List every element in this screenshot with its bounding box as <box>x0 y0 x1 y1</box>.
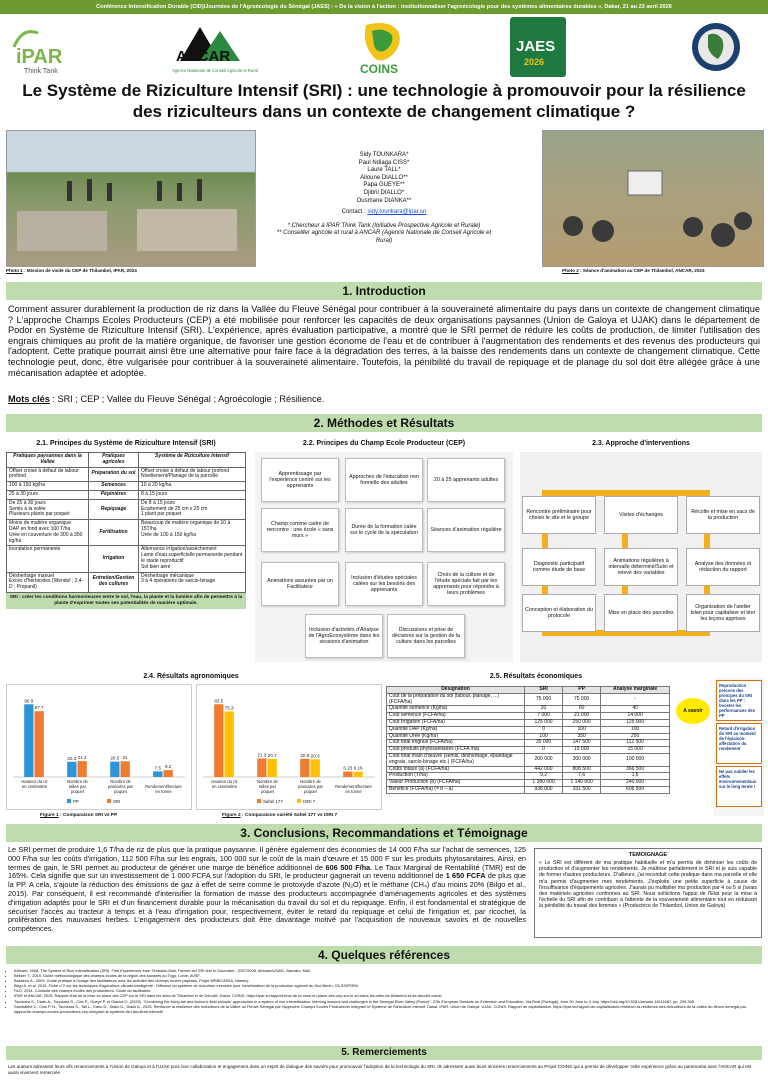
eco-designation: Coût Irrigation (FCFA/ha) <box>387 719 525 726</box>
intervention-step-card: Conception et élaboration du protocole <box>522 594 596 632</box>
chart-data-label: 20.3 <box>67 755 77 761</box>
eco-value: 331 500 <box>563 786 601 793</box>
authors-block <box>270 152 498 246</box>
eco-value: 200 000 <box>525 753 563 766</box>
chart-bar <box>268 759 277 777</box>
sri-principles-table-wrap <box>6 452 246 609</box>
eco-value: 147 500 <box>563 740 601 747</box>
svg-text:2026: 2026 <box>524 57 545 67</box>
chart-bar <box>300 759 309 777</box>
chart-category-label: Nombre de talles par poquet <box>67 779 88 794</box>
chart-category-label: Nombre de talles par poquet <box>257 779 278 794</box>
eco-value: 442 000 <box>525 766 563 773</box>
chart-data-label: 21.2 <box>77 755 87 761</box>
sri-farmer-practice <box>7 467 89 482</box>
sri-table-row <box>7 482 246 491</box>
eco-table-row <box>387 753 670 766</box>
chart-bar <box>35 711 44 777</box>
chart-bar <box>225 711 234 777</box>
eco-value: 1 380 000 <box>525 780 563 787</box>
eco-value: 7,6 <box>563 773 601 780</box>
sri-table-header: Pratiques paysannes dans la Vallée <box>7 453 89 468</box>
eco-designation: Coûts totaux (a) (FCFA/ha) <box>387 766 525 773</box>
a-savoir-note: Retard d'irrigation du SRI au moment de l'épiaison: affectation du rendement <box>716 723 762 764</box>
a-savoir-note: Ne pas oublier les effets environnementaux sur le long terme ! <box>716 766 762 807</box>
author-name: Ousmane DIANKA** <box>356 197 412 204</box>
author-name: Papa GUEYE** <box>363 182 405 189</box>
eco-table-header: PP <box>563 687 601 694</box>
reference-item: • Bekker T., 2019, Guide méthodologique des champs-écoles de la région des savanes au Togo, Lomé, AVSF. <box>14 973 760 978</box>
poster-title: Le Système de Riziculture Intensif (SRI) : une technologie à promouvoir pour la résilience des riziculteurs dans un contexte de changement climatique ? <box>22 81 746 121</box>
eco-value: 75 000 <box>563 693 601 706</box>
sri-cell-line: Inondation permanente <box>9 546 61 553</box>
sri-system-practice <box>139 546 246 572</box>
chart-bar <box>24 704 33 777</box>
sri-cell-line: Plusieurs plants par poquet <box>9 511 70 518</box>
intervention-step-card: Mise en place des parcelles <box>604 594 678 632</box>
sri-cell-line: 10 à 20 kg/ha <box>141 482 172 489</box>
svg-text:Think Tank: Think Tank <box>24 68 58 75</box>
sri-farmer-practice <box>7 499 89 519</box>
chart-bar <box>164 770 173 777</box>
legend-label: PP <box>73 799 79 804</box>
author-name: Alioune DIALLO** <box>360 174 408 181</box>
sri-system-practice <box>139 520 246 546</box>
eco-value: 938 000 <box>525 786 563 793</box>
sri-cell-line: Beaucoup de matière organique de 10 à 15T/ha <box>141 520 231 532</box>
legend-swatch <box>67 799 71 803</box>
svg-text:JAES: JAES <box>516 38 556 55</box>
sri-table-row <box>7 490 246 499</box>
eco-value: 300 000 <box>563 753 601 766</box>
a-savoir-notes <box>714 678 764 816</box>
chart-data-label: 21.3 <box>257 752 267 758</box>
sri-principles-table <box>6 452 246 593</box>
sri-cell-line: 8 à 15 jours <box>141 490 168 497</box>
intervention-step-card: Analyse des données et rédaction du rapport <box>686 548 760 586</box>
legend-label: ISRI 7 <box>303 799 316 804</box>
eco-designation: Quantité Urée (Kg/ha) <box>387 733 525 740</box>
sri-cell-line: De 8 à 15 jours <box>141 499 175 506</box>
reference-item: • Bassirou A., 2009, Guide pratique à l'usage des facilitateurs pour les activités des champs écoles paysans, Projet WRBIC/MDA, Niamey. <box>14 978 760 983</box>
cep-principle-card: Inclusion d'activités d'Analyse de l'AgroEcosystème dans les sessions d'animation <box>305 614 383 658</box>
author-name: Djibril DIALLO* <box>363 189 405 196</box>
chart-bar <box>153 771 162 777</box>
eco-value: 1 140 000 <box>563 780 601 787</box>
sri-cell-line: Excès d'herbicides (Wendol ; 2,4-D ; Propanil) <box>9 578 84 591</box>
cep-principle-card: Approches de l'éducation non formelle des adultes <box>345 458 423 502</box>
photo-1-caption: Photo 1 : Mission de visite du CEP de Thilambol, IPAR, 2024 <box>6 268 137 273</box>
eco-table-header: SRI <box>525 687 563 694</box>
chart-bar <box>311 759 320 777</box>
intervention-step-card: Rencontre préliminaire pour choisir le site et le groupe <box>522 496 596 534</box>
cep-principle-card: Séances d'animation régulière <box>427 508 505 552</box>
economic-table-wrap <box>386 686 670 794</box>
eco-value: 15 000 <box>601 747 670 754</box>
eco-table-header: Désignation <box>387 687 525 694</box>
intervention-approach-diagram <box>520 452 762 662</box>
sri-cell-line: Ecartement de 25 cm x 25 cm <box>141 505 208 512</box>
section-3-header: 3. Conclusions, Recommandations et Témoignage <box>6 824 762 842</box>
eco-value: 20 <box>525 706 563 713</box>
chart-data-label: 75.3 <box>224 705 234 711</box>
conclusion-text: Le SRI permet de produire 1,6 T/ha de riz de plus que la pratique paysanne. Il génère également des économies de 14 000 F/ha sur l'achat de semences, 125 000 F/ha sur les coûts d'irrigation, 112 500 F/ha sur les engrais, 100 000 sur le coût de la main d'œuvre et 15 000 F sur les produits phytosanitaires. Ainsi, en termes de gain, le SRI permet au producteur de générer une marge de bénéfice additionnel de 606 500 F/ha. Le Taux Marginal de Rentabilité (TMR) est de 165%. Cela signifie que sur un investissement de 1 000 FCFA sur l'adoption du SRI, le producteur gagnerait un revenu additionnel de 1 650 FCFA de plus que la PP. A cela, s'ajoute la réduction des émissions de gaz à effet de serre comme le protoxyde d'azote (N₂O) et le méthane (CH₄) d'au moins 20% (Bilgo et al., 2015). Par conséquent, il est recommandé d'intensifier la formation de masse des producteurs accompagnée d'aménagements agricoles et des systèmes d'irrigation adaptés pour le SRI et d'un financement durable pour la mécanisation du travail du sol et du repiquage. Enfin, il est fondamental et stratégique de sécuriser l'accès au tracteur à temps et à l'eau d'irrigation pour, respectivement, éviter le retard du repiquage et celui de l'irrigation et, par ricochet, la prolifération des mauvaises herbes. L'engagement des producteurs doit être davantage motivé par l'acquisition de nouveaux savoirs et de nouvelles compétences. <box>8 845 526 934</box>
chart-category-label: Hauteur du riz en centimètre <box>211 779 238 789</box>
chart-bar <box>354 772 363 777</box>
cep-principle-card: Champ comme cadre de rencontre : une école « sans murs » <box>261 508 339 552</box>
reference-item: • IPAR et ANCAR, 2025, Rapport final de la mise en place des CEP sur le SRI dans les sites de Thilambol et de Décollé, Dakar, COINS, https://ipar.sn/rapport-final-de-la-mise-en-place-des-cep-sur-le-sri-dans-les-sites-de-thilambol-et-de-decolle-coins/ <box>14 993 760 998</box>
chart-category-label: Nombre de panicules par poquet <box>298 779 323 794</box>
sri-cell-line: Lame d'eau superficielle permanente pendant le stade reproductif <box>141 552 243 564</box>
introduction-text: Comment assurer durablement la production de riz dans la Vallée du Fleuve Sénégal pour contribuer à la souveraineté alimentaire du pays dans un contexte de changement climatique ? L'approche Champs Ecoles Producteurs (CEP) a été mobilisée pour renforcer les capacités de deux organisations paysannes (Union de Galoya et UJAK) dans le département de Podor en Système de Riziculture Intensif (SRI). L'expérience, après évaluation participative, a montré que le SRI permet de réduire les coûts de production, de limiter l'utilisation des engrais chimiques au profit de la matière organique, de favoriser une gestion économe de l'eau et de contribuer à l'augmentation des rendements et des revenus des producteurs qui l'adoptent. Cette pratique pourrait ainsi être une alternative pour faire face à la dégradation des terres, à la baisse des rendements dans un contexte de changement climatique. Cette technologie peut, donc, être vulgarisée pour contribuer à la souveraineté alimentaire. Toutefois, la pénibilité du travail de repiquage et de planage du sol doit être allégée grâce à une mécanisation adaptée et adoptée. <box>8 304 760 378</box>
eco-value: 15 000 <box>563 747 601 754</box>
reference-item: • Tounkara S., Diallo A., Tounkara S., Ciss P., Gueye P. et Dianka O. (2025). "Combining the living lab and farmer's field schools' approaches in a system of rice intensification: learning lessons and challenges in the Senegal River Valley (Podor)", 27th European Seminar on Extension and Education, Via Real (Portugal), from 30 June to 4 July, https://doi.org/10.5281/zenodo.16111687, pp. 299-305. <box>14 999 760 1004</box>
eco-value: 75 000 <box>525 693 563 706</box>
chart-data-label: 96.9 <box>24 698 34 704</box>
legend-swatch <box>297 799 301 803</box>
intervention-step-card: Visites d'échanges <box>604 496 678 534</box>
chart-bar <box>121 761 130 777</box>
testimony-title: TEMOIGNAGE <box>628 852 668 858</box>
section-4-header: 4. Quelques références <box>6 946 762 964</box>
sri-cell-line: Désherbage manuel <box>9 572 55 579</box>
jaes-logo <box>510 17 566 77</box>
eco-value: 606 500 <box>601 786 670 793</box>
intervention-step-card: Diagnostic participatif comme étude de base <box>522 548 596 586</box>
eco-designation: Coût de la préparation du sol (labour, planage, ...) (FCFA/ha) <box>387 693 525 706</box>
a-savoir-note: Reproduction précoce des principes du SRI dans les PP : booster les performances des PP <box>716 680 762 721</box>
contact-email-link[interactable]: sidy.tounkara@ipar.sn <box>367 209 427 216</box>
sri-cell-line: Urée en couverture de 300 à 350 kg/ha <box>9 531 83 544</box>
sri-cell-line: Offset croisé à défaut de labour profond <box>141 467 230 474</box>
reference-item: • Africare, 2008, The System of Rice Intensification (SRI). First Experiences from Timbuktu-Mali, Farmer-led SRI test in Goundam - 2007/2008, Africare/USAID, Bamako, Mali. <box>14 968 760 973</box>
sri-cell-line: Sol bien aéré <box>141 563 171 570</box>
eco-value: 9,2 <box>525 773 563 780</box>
chart-data-label: 83.5 <box>214 698 224 704</box>
eco-value: 350 <box>563 733 601 740</box>
cep-principle-card: Discussions et prise de décisions sur la gestion de la culture dans les parcelles <box>387 614 465 658</box>
sri-system-practice <box>139 499 246 519</box>
sri-cell-line: De 25 à 30 jours <box>9 499 46 506</box>
globe-logo <box>686 17 746 77</box>
sri-farmer-practice <box>7 546 89 572</box>
subsection-2-2-title: 2.2. Principes du Champ Ecole Producteur (CEP) <box>302 440 466 447</box>
chart-data-label: 20.7 <box>267 752 277 758</box>
chart-data-label: 6.23 <box>343 765 353 771</box>
eco-value: 808 500 <box>563 766 601 773</box>
eco-value: 250 <box>601 733 670 740</box>
eco-designation: Production (T/ha) <box>387 773 525 780</box>
eco-designation: Coût total main d'œuvre (semis, désherbage, épandage engrais, sarclo-binage etc.) (FCFA/ha) <box>387 753 525 766</box>
chart-category-label: Rendement/hectare en tonne <box>335 784 372 794</box>
ancar-logo <box>170 17 270 77</box>
eco-designation: Coût produits phytosanitaires (FCFA /ha) <box>387 747 525 754</box>
eco-designation: Quantité semence (Kg/ha) <box>387 706 525 713</box>
cep-principle-card: Apprentissage par l'expérience centré sur les apprenants <box>261 458 339 502</box>
eco-value: 125 000 <box>601 719 670 726</box>
chart-data-label: 21 <box>122 755 128 761</box>
sri-cell-line: 3 à 4 opérations de sarclo-binage <box>141 578 216 585</box>
eco-table-header: Analyse marginale <box>601 687 670 694</box>
sri-table-row <box>7 520 246 546</box>
subsection-2-1-title: 2.1. Principes du Système de Riziculture Intensif (SRI) <box>36 440 216 447</box>
sri-system-practice <box>139 467 246 482</box>
chart-data-label: 9.2 <box>164 764 172 770</box>
sri-farmer-practice <box>7 482 89 491</box>
eco-value: 100 <box>601 726 670 733</box>
sri-practice-label: Fertilisation <box>89 520 139 546</box>
chart-bar <box>110 762 119 777</box>
sri-table-row <box>7 546 246 572</box>
sri-table-row <box>7 467 246 482</box>
reference-item: • Sambakhé Z., Ciss P. N., Tounkara S., Tall L., Kanu D., Diallo D., Diallo A., 2025, Renforcer la résilience des riziculteurs de la Vallée du Fleuve Sénégal par l'approche Champs Ecoles Producteurs intégrant le Système de Riziculture Intensif, Dakar, IPAR, Union de Galoya, UJAK, COINS, Rapport de capitalisation, https://ipar.sn/rapport-de-capitalisation-renforcer-la-resilience-des-riziculteurs-de-la-vallee-du-fleuve-senegal-par-lapproche-champs-ecoles-producteurs-cep-integrant-le-systeme-de-riziculture-intensif/ <box>14 1004 760 1014</box>
section-5-header: 5. Remerciements <box>6 1046 762 1060</box>
chart-bar <box>343 772 352 777</box>
sri-cell-line: DAP en fond avec 100 T/ha <box>9 525 71 532</box>
figure-2-caption: Figure 2 : Comparaison variété Sahel 177 vs ISRI 7 <box>222 813 338 818</box>
eco-value: 240 000 <box>601 780 670 787</box>
ipar-logo <box>8 17 78 77</box>
subsection-2-3-title: 2.3. Approche d'interventions <box>592 440 690 447</box>
chart-bar <box>78 761 87 777</box>
sri-cell-line: Semis à la volée <box>9 505 46 512</box>
subsection-2-5-title: 2.5. Résultats économiques <box>489 673 583 680</box>
photo-1 <box>6 130 256 267</box>
chart-data-label: 20.9 <box>300 752 310 758</box>
figure-1-chart <box>6 684 192 810</box>
eco-table-row <box>387 693 670 706</box>
eco-value: 14 000 <box>601 713 670 720</box>
sri-table-header: Pratiques agricoles <box>89 453 139 468</box>
keywords: Mots clés : SRI ; CEP ; Vallée du Fleuve Sénégal ; Agroécologie ; Résilience. <box>8 394 325 404</box>
figure-2-chart <box>196 684 382 810</box>
sri-cell-line: 25 à 30 jours <box>9 490 38 497</box>
chart-bar <box>214 704 223 777</box>
sri-cell-line: 100 à 150 kg/ha <box>9 482 45 489</box>
sri-practice-label: Semences <box>89 482 139 491</box>
svg-text:iPAR: iPAR <box>16 46 63 68</box>
intervention-step-card: Récolte et mise en sacs de la production <box>686 496 760 534</box>
a-savoir-badge: A savoir <box>676 698 710 724</box>
economic-results-table <box>386 686 670 794</box>
reference-item: • Bilgo A. et al. 2015, Fiche n°2 sur les techniques d'agriculture climato-intelligente : Diffusion du système de riziculture intensive pour l'amélioration de la production agricole au Sud Bénin, CILSS/FEEM. <box>14 983 760 988</box>
cep-principle-card: Durée de la formation calée sur le cycle de la spéculation <box>345 508 423 552</box>
chart-data-label: 87.7 <box>34 705 44 711</box>
sri-cell-line: Urée de 100 à 150 kg/ha <box>141 531 197 538</box>
eco-value: 35 000 <box>525 740 563 747</box>
eco-value: 40 <box>601 706 670 713</box>
svg-text:ANCAR: ANCAR <box>176 48 231 65</box>
sri-cell-line: Désherbage mécanique <box>141 572 195 579</box>
eco-value: 250 000 <box>563 719 601 726</box>
sri-table-header: Système de Riziculture Intensif <box>139 453 246 468</box>
eco-table-row <box>387 786 670 793</box>
reference-item: • FAO, 2014, Conduite des champs écoles des producteurs. Guide du facilitateur. <box>14 988 760 993</box>
sri-cell-line: Offset croisé à défaut de labour profond <box>9 467 79 480</box>
sri-system-practice <box>139 572 246 592</box>
eco-value: 1,6 <box>601 773 670 780</box>
sri-note: SRI : créer les conditions harmonieuses entre le sol, l'eau, la plante et la lumière afin de permettre à la plante d'exprimer toutes ses potentialités de manière optimale. <box>6 593 246 609</box>
eco-value: 0 <box>525 747 563 754</box>
cep-principle-card: Inclusion d'études spéciales calées sur les besoins des apprenants <box>345 562 423 606</box>
cep-principles-diagram <box>255 452 513 662</box>
testimony-box <box>534 848 762 938</box>
sri-farmer-practice <box>7 572 89 592</box>
eco-value: 125 000 <box>525 719 563 726</box>
sri-practice-label: Préparation du sol <box>89 467 139 482</box>
contact: Contact : sidy.tounkara@ipar.sn <box>341 209 427 216</box>
legend-label: SRI <box>113 799 121 804</box>
sri-practice-label: Irrigation <box>89 546 139 572</box>
sri-practice-label: Repiquage <box>89 499 139 519</box>
chart-data-label: 7.5 <box>154 765 162 771</box>
intervention-step-card: Organisation de l'atelier bilan pour capitaliser et tirer les leçons apprises <box>686 594 760 632</box>
affiliation-2: ** Conseiller agricole et rural à ANCAR (Agence Nationale de Conseil Agricole et Rural) <box>276 230 492 244</box>
sri-table-row <box>7 499 246 519</box>
testimony-text: « Le SRI est différent de ma pratique habituelle et m'a permis de diminuer les coûts de production et d'augmenter les rendements. Je maîtrise parfaitement le SRI et je suis capable de former d'autres producteurs. D'ailleurs, j'ai reconduit cette pratique dans ma parcelle et elle m'a permis d'augmenter mes rendements. J'exploite une petite superficie à cause de l'insuffisance d'équipements agricoles. J'aurais pu multiplier ma production par 4 ou 5 si j'avais des matériels agricoles conformes au SRI. Nous sollicitons l'appui de l'Etat pour la mise à l'échelle du SRI afin de contribuer à l'atteinte de la souveraineté alimentaire tout en réduisant la pénibilité du travail des femmes » (Productrice de Thilambol, Union de Galoya) <box>539 860 757 910</box>
photo-2-caption: Photo 2 : Séance d'animation au CEP de Thilambol, ANCAR, 2024 <box>562 268 705 273</box>
sri-farmer-practice <box>7 490 89 499</box>
eco-designation: Quantité DAP (Kg/ha) <box>387 726 525 733</box>
references-list <box>14 968 760 1014</box>
chart-category-label: Nombre de panicules par poquet <box>108 779 133 794</box>
acknowledgements-text: Les auteurs adressent leurs vifs remerciements à l'Union de Galoya et à l'UJAK pour leur collaboration et engagement dans un esprit de dialogue des savoirs pour promouvoir l'adoption de la technologie du SRI. Ils adressent aussi leurs sincères remerciements au Projet COINS qui a permis de développer cette expérience grâce au partenariat avec l'ANCAR qui est aussi vivement remerciée <box>8 1064 752 1075</box>
subsection-2-4-title: 2.4. Résultats agronomiques <box>143 673 239 680</box>
sri-farmer-practice <box>7 520 89 546</box>
legend-label: Sahel 177 <box>263 799 283 804</box>
eco-value: 7 000 <box>525 713 563 720</box>
coins-logo <box>348 17 418 77</box>
author-name: Sidy TOUNKARA* <box>359 152 409 158</box>
eco-table-row <box>387 766 670 773</box>
cep-principle-card: Choix de la culture et de l'étude spéciale fait par les apprenants pour répondre à leurs problèmes <box>427 562 505 606</box>
eco-designation: Coût semence (FCFA/ha) <box>387 713 525 720</box>
intervention-step-card: Animations régulières à intervalle déterminé/Suivi et relevé des variables <box>604 548 678 586</box>
eco-value: 60 <box>563 706 601 713</box>
chart-data-label: 6.16 <box>353 765 363 771</box>
cep-principle-card: Animations assurées par un Facilitateur <box>261 562 339 606</box>
chart-category-label: Hauteur du riz en centimètre <box>21 779 48 789</box>
sri-practice-label: Pépinières <box>89 490 139 499</box>
legend-swatch <box>107 799 111 803</box>
eco-designation: Coût total engrais (FCFA/ha) <box>387 740 525 747</box>
author-name: Laure TALL* <box>367 167 401 174</box>
chart-category-label: Rendement/hectare en tonne <box>145 784 182 794</box>
eco-value: 100 <box>563 726 601 733</box>
eco-value: 21 000 <box>563 713 601 720</box>
chart-data-label: 20.5 <box>110 755 120 761</box>
svg-text:Agence Nationale de Conseil Ag: Agence Nationale de Conseil Agricole et Rural <box>172 68 258 73</box>
eco-value: - <box>601 693 670 706</box>
conference-banner: Conférence Intensification Durable (CID)/Journées de l'Agroécologie du Sénégal (JAES) : « De la vision à l'action : institutionnaliser l'agroécologie pour des systèmes alimentaires durables », Dakar, 21 au 23 avril 2026 <box>0 0 768 14</box>
eco-value: 366 500 <box>601 766 670 773</box>
figure-1-caption: Figure 1 : Comparaison SRI vs PP <box>40 813 118 818</box>
affiliation-1: * Chercheur à IPAR Think Tank (Initiative Prospective Agricole et Rurale) <box>287 222 481 229</box>
sri-cell-line: Alternance irrigation/assèchement <box>141 546 217 553</box>
cep-principle-card: 20 à 25 apprenants adultes <box>427 458 505 502</box>
eco-value: 112 500 <box>601 740 670 747</box>
legend-swatch <box>257 799 261 803</box>
eco-value: 100 <box>525 733 563 740</box>
sri-cell-line: Moins de matière organique <box>9 520 71 527</box>
eco-value: 0 <box>525 726 563 733</box>
eco-designation: Bénéfice (FCFA/ha) (= b – a) <box>387 786 525 793</box>
photo-2 <box>542 130 764 267</box>
sri-table-row <box>7 572 246 592</box>
sri-practice-label: Entretien/Gestion des cultures <box>89 572 139 592</box>
sri-system-practice <box>139 490 246 499</box>
section-2-header: 2. Méthodes et Résultats <box>6 414 762 432</box>
chart-data-label: 20.3 <box>310 753 320 759</box>
eco-value: 100 000 <box>601 753 670 766</box>
sri-system-practice <box>139 482 246 491</box>
chart-bar <box>67 762 76 777</box>
sri-cell-line: Nivellement/Planage de la parcelle <box>141 473 218 480</box>
sri-cell-line: 1 plant par poquet <box>141 511 182 518</box>
section-1-header: 1. Introduction <box>6 282 762 300</box>
svg-text:COINS: COINS <box>360 62 399 76</box>
chart-bar <box>257 758 266 777</box>
author-name: Paul Ndiaga CISS* <box>358 159 410 166</box>
eco-designation: Valeur Production (b) (FCFA/ha) <box>387 780 525 787</box>
authors-list <box>270 152 498 205</box>
